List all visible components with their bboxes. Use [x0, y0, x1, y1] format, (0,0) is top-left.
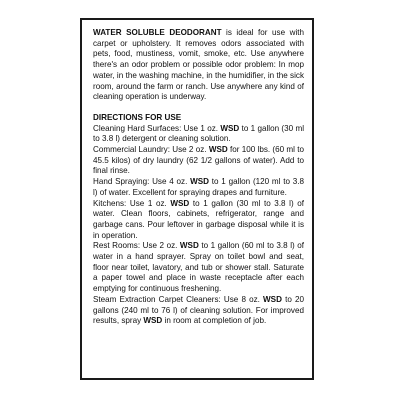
direction-rest-rooms: Rest Rooms: Use 2 oz. WSD to 1 gallon (60 ml to 3.8 l) of water in a hand sprayer. Spray on toilet bowl and seat, floor near toilet, lavatory, and tub or shower stall. Saturate a paper towel and place in waste receptacle after each emptying for continuous freshening.: [93, 241, 304, 294]
intro-paragraph: [93, 28, 304, 103]
product-abbrev: WSD: [179, 241, 199, 251]
intro-text: is ideal for use with carpet or upholstery. It removes odors associated with pets, food, mustiness, vomit, smoke, etc. Use anywhere there's an odor problem or possible odor problem: In mop water, in the washing machine, in the humidifier, in the sick room, around the farm or ranch. Use anywhere any kind of cleaning operation is underway.: [93, 28, 304, 102]
product-label: [80, 18, 314, 380]
product-abbrev: WSD: [170, 198, 190, 208]
direction-hard-surfaces: Cleaning Hard Surfaces: Use 1 oz. WSD to 1 gallon (30 ml to 3.8 l) detergent or cleaning solution.: [93, 123, 304, 144]
product-abbrev: WSD: [143, 316, 163, 326]
direction-hand-spraying: Hand Spraying: Use 4 oz. WSD to 1 gallon (120 ml to 3.8 l) of water. Excellent for spraying drapes and furniture.: [93, 177, 304, 197]
direction-commercial-laundry: Commercial Laundry: Use 2 oz. WSD for 100 lbs. (60 ml to 45.5 kilos) of dry laundry (62 1/2 gallons of water). Add to final rinse.: [93, 145, 304, 176]
direction-steam-extraction: Steam Extraction Carpet Cleaners: Use 8 oz. WSD to 20 gallons (240 ml to 76 l) of cleaning solution. For improved results, spray WSD in room at completion of job.: [93, 294, 304, 326]
product-abbrev: WSD: [220, 123, 240, 133]
product-abbrev: WSD: [190, 177, 209, 187]
direction-kitchens: Kitchens: Use 1 oz. WSD to 1 gallon (30 ml to 3.8 l) of water. Clean floors, cabinets, refrigerator, range and garbage cans. Pour leftover in garbage disposal while it is in operation.: [93, 198, 305, 240]
product-name: WATER SOLUBLE DEODORANT: [93, 28, 222, 37]
product-abbrev: WSD: [208, 145, 228, 155]
directions-heading: DIRECTIONS FOR USE: [93, 112, 182, 122]
product-abbrev: WSD: [263, 294, 282, 304]
